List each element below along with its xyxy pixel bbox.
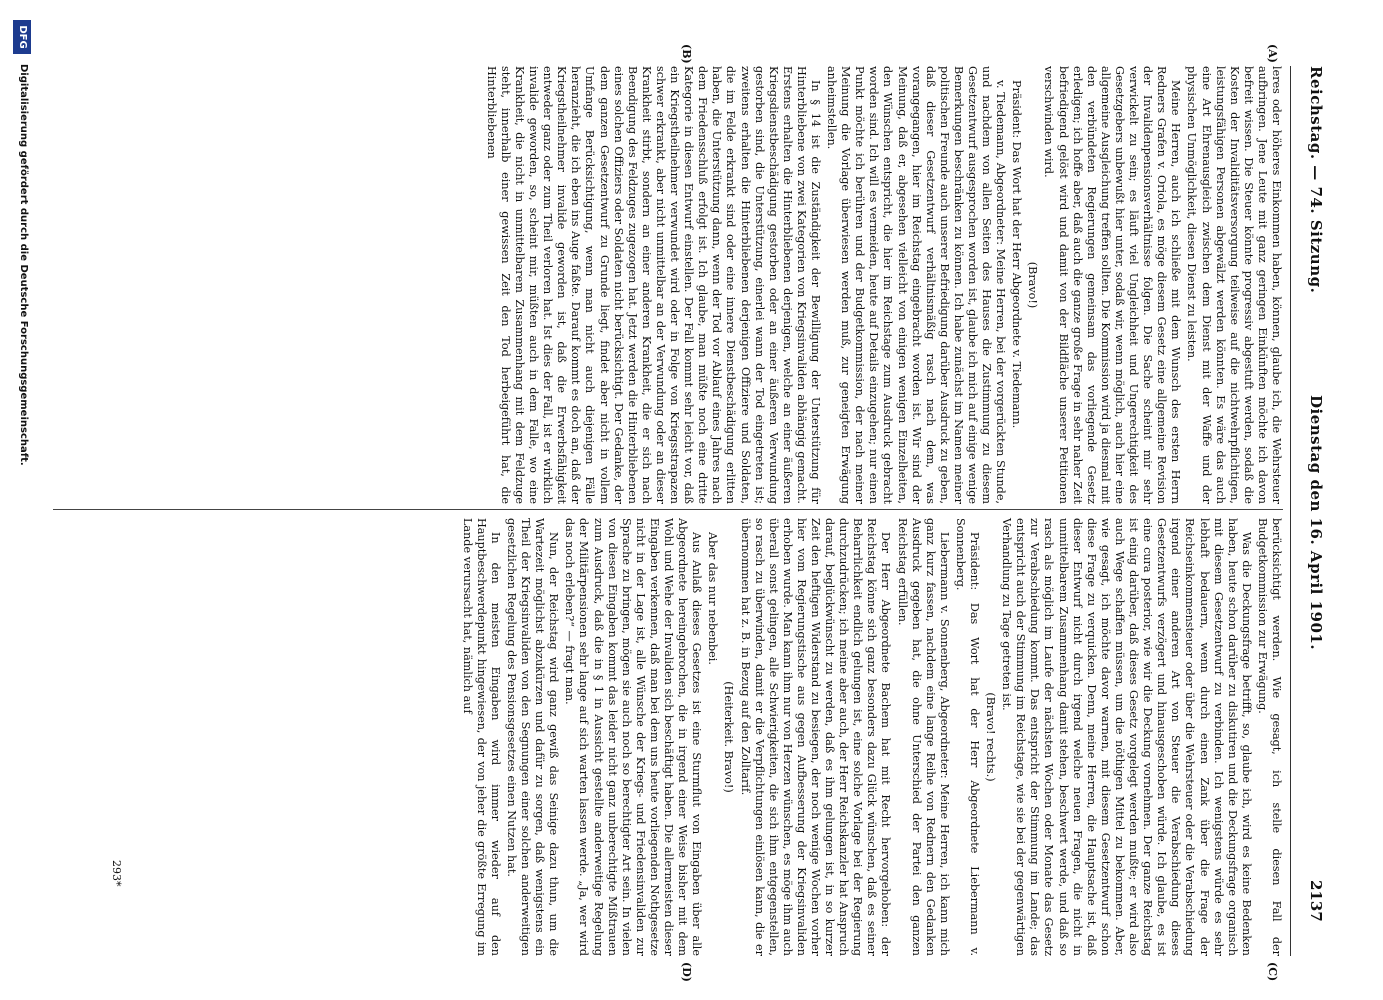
- interjection: (Bravo!): [1026, 261, 1040, 309]
- paragraph: In den meisten Eingaben wird immer wieder auf den Hauptbeschwerdepunkt hingewiesen, der von jeher die größte Erregung im Lande verursacht hat, nämlich auf: [460, 518, 502, 956]
- margin-mark-a: (A): [1266, 44, 1279, 63]
- speaker-announcement: Präsident: Das Wort hat der Herr Abgeordnete Liebermann v. Sonnenberg.: [953, 518, 982, 956]
- footer-signature: 293*: [110, 860, 123, 887]
- paragraph: Was die Deckungsfrage betrifft, so, glaube ich, wird es keine Bedenken haben, heute schon darüber zu diskutiren und die Deckungsfrage organisch mit diesem Gesetzentwurf zu verbinden. Ich wenigstens würde es sehr lebhaft bedauern, wenn durch einen Zank über die Frage der Reichseinkommensteuer oder über die Wehrsteuer oder die Verabschiedung irgend einer anderen Art von Steuer die Verabschiedung dieses Gesetzentwurfs verzögert und hinausgeschoben würde. Ich glaube, es ist eine cura posterior, wie wir die Deckung vornehmen. Der ganze Reichstag ist einig darüber, daß dieses Gesetz vorgelegt werden mußte; er wird also auch Wege schaffen müssen, um die nöthigen Mittel zu bekommen. Aber, wie gesagt, ich möchte davor warnen, mit diesem Gesetzentwurf schon diese Frage zu verquicken. Denn, meine Herren, die Hauptsache ist, daß dieser Entwurf nicht durch irgend welche neuen Fragen, die nicht in unmittelbarem Zusammenhang damit stehen, beschwert werde, und daß so rasch als möglich im Laufe der nächsten Wochen oder Monate das Gesetz zur Verabschiedung kommt. Das entspricht der Stimmung im Lande; das entspricht auch der Stimmung im Reichstage, wie sie bei der gegenwärtigen Verhandlung zu Tage getreten ist.: [1000, 518, 1253, 956]
- paragraph: leres oder höheres Einkommen haben, können, glaube ich, die Wehrsteuer aufbringen. Jene Leute mit ganz geringen Einkünften möchte ich davon befreit wissen. Die Steuer könnte progressiv abgestuft werden, sodaß die Kosten der Invaliditätsversorgung teilweise auf die nichtwehrpflichtigen, leistungsfähigen Personen abgewälzt werden könnten. Es wäre das auch eine Art Ehrenausgleich zwischen dem Dienst mit der Waffe und der physischen Unmöglichkeit, diesen Dienst zu leisten.: [1185, 66, 1283, 504]
- header-date: Dienstag den 16. April 1901.: [1307, 395, 1325, 651]
- paragraph: Liebermann v. Sonnenberg, Abgeordneter: Meine Herren, ich kann mich ganz kurz fassen, nachdem eine lange Reihe von Rednern den Gedanken Ausdruck gegeben hat, die ohne Unterschied der Partei den ganzen Reichstag erfüllen.: [895, 518, 951, 956]
- paragraph: v. Tiedemann, Abgeordneter: Meine Herren, bei der vorgerückten Stunde, und nachdem von allen Seiten des Hauses die Zustimmung zu diesem Gesetzentwurf ausgesprochen worden ist, glaube ich mich auf einige wenige Bemerkungen beschränken zu können. Ich habe zunächst im Namen meiner politischen Freunde auch unserer Befriedigung darüber Ausdruck zu geben, daß dieser Gesetzentwurf verhältnismäßig rasch nach dem, was vorangegangen, hier im Reichstag eingebracht worden ist. Wir sind der Meinung, daß er, abgesehen vielleicht von einigen wenigen Einzelheiten, den Wünschen entspricht, die hier im Reichstage zum Ausdruck gebracht worden sind. Ich will es vermeiden, heute auf Details einzugehen; nur einen Punkt möchte ich berühren und der Budgetkommission, der nach meiner Meinung die Vorlage überwiesen werden muß, zur geneigten Erwägung anheimstellen.: [825, 66, 1008, 504]
- paragraph: Aber das nur nebenbei.: [706, 532, 720, 665]
- paragraph: berücksichtigt werden. Wie gesagt, ich stelle diesen Fall der Budgetkommission zur Erwägung.: [1255, 518, 1283, 956]
- header-rule: [1290, 66, 1291, 956]
- page-header: [1295, 0, 1325, 1000]
- margin-mark-d: (D): [680, 962, 693, 982]
- digitization-strip: [7, 20, 33, 980]
- speaker-announcement: Präsident: Das Wort hat der Herr Abgeordnete v. Tiedemann.: [1010, 80, 1024, 429]
- paragraph: Aus Anlaß dieses Gesetzes ist eine Sturmflut von Eingaben über alle Abgeordnete hereingebrochen, die in irgend einer Weise bisher mit dem Wohl und Wehe der Invaliden sich beschäftigt haben. Die allermeisten dieser Eingaben verkennen, daß man bei dem uns heute vorliegenden Nothgesetze nicht in der Lage ist, alle Wünsche der Kriegs- und Friedensinvaliden zur Sprache zu bringen, mögen sie auch noch so berechtigter Art sein. In vielen von diesen Eingaben kommt das leider nicht ganz unberechtigte Mißtrauen zum Ausdruck, daß die in § 1 in Aussicht gestellte anderweitige Regelung der Militärpensionen sehr lange auf sich warten lassen werde. „Ja, wer wird das noch erleben?“ — fragt man.: [563, 518, 704, 956]
- margin-mark-b: (B): [680, 44, 693, 64]
- page-number: 2137: [1307, 880, 1325, 922]
- interjection: (Heiterkeit. Bravo!): [722, 681, 736, 793]
- dfg-logo: DFG: [13, 20, 31, 54]
- paragraph: Nun, der Reichstag wird ganz gewiß das Seinige dazu thun, um die Wartezeit möglichst abzukürzen und dafür zu sorgen, daß wenigstens ein Theil der Kriegsinvaliden von den Segnungen einer solchen anderweitigen gesetzlichen Regelung des Pensionsgesetzes einen Nutzen hat.: [505, 518, 561, 956]
- text-column-right: [458, 518, 1283, 956]
- text-column-left: [482, 66, 1283, 504]
- paragraph: Meine Herren, auch ich schließe mit dem Wunsch des ersten Herrn Redners Grafen v. Oriola, es möge diesem Gesetz eine allgemeine Revision der Invalidenpensionsverhältnisse folgen. Die Sache scheint mir sehr verwickelt zu sein; es läuft viel Ungleichheit und Ungerechtigkeit des Gesetzgebers unbewußt hier unter, sodaß wir, wenn möglich, auch hier eine allgemeine Ausgleichung treffen sollten. Die Kommission wird ja diesmal mit den verbündeten Regierungen gemeinsam das vorliegende Gesetz erledigen; ich hoffe aber, daß auch die ganze große Frage in sehr naher Zeit befriedigend gelöst wird und damit von der Bildfläche unserer Petitionen verschwinden wird.: [1042, 66, 1183, 504]
- interjection: (Bravo! rechts.): [984, 692, 998, 782]
- margin-mark-c: (C): [1266, 962, 1279, 982]
- paragraph: Der Herr Abgeordnete Bachem hat mit Recht hervorgehoben: der Reichstag könne sich ganz besonders dazu Glück wünschen, daß es seiner Beharrlichkeit endlich gelungen ist, eine solche Vorlage bei der Regierung durchzudrücken; ich meine aber auch, der Herr Reichskanzler hat Anspruch darauf, beglückwünscht zu werden, daß es ihm gelungen ist, in so kurzer Zeit den heftigen Widerstand zu besiegen, der noch wenige Wochen vorher hier vom Regierungstische aus gegen Aufbesserung der Kriegsinvaliden erhoben wurde. Man kann ihm nur von Herzen wünschen, es möge ihm auch überall sonst gelingen, alle Schwierigkeiten, die sich ihm entgegenstellen, so rasch zu überwinden, damit er die Verpflichtungen einlösen kann, die er übernommen hat z. B. in Bezug auf den Zolltarif.: [738, 518, 893, 956]
- digitization-note: Digitalisierung gefördert durch die Deutsche Forschungsgemeinschaft.: [18, 64, 29, 466]
- header-left: Reichstag. — 74. Sitzung.: [1307, 66, 1325, 294]
- column-divider: [53, 509, 1283, 510]
- paragraph: In § 14 ist die Zuständigkeit der Bewilligung der Unterstützung für Hinterbliebene von zwei Kategorien von Kriegsinvaliden abhängig gemacht. Erstens erhalten die Hinterbliebenen derjenigen, welche an einer äußeren Kriegsdienstbeschädigung gestorben oder an einer äußeren Verwundung gestorben sind, die Unterstützung, einerlei wann der Tod eingetreten ist; zweitens erhalten die Hinterbliebenen derjenigen Offiziere und Soldaten, die im Felde erkrankt sind oder eine innere Dienstbeschädigung erlitten haben, die Unterstützung dann, wenn der Tod vor Ablauf eines Jahres nach dem Friedensschluß erfolgt ist. Ich glaube, man müßte noch eine dritte Kategorie in diesen Entwurf einstellen. Der Fall kommt sehr leicht vor, daß ein Kriegstheilnehmer verwundet wird oder in Folge von Kriegsstrapazen schwer erkrankt, aber nicht unmittelbar an der Verwundung oder an dieser Krankheit stirbt, sondern an einer anderen Krankheit, die er sich nach Beendigung des Feldzuges zugezogen hat. Jetzt werden die Hinterbliebenen eines solchen Offiziers oder Soldaten nicht berücksichtigt. Der Gedanke, der dem ganzen Gesetzentwurf zu Grunde liegt, findet aber nicht in vollem Umfange Berücksichtigung, wenn man nicht auch diejenigen Fälle heranzieht, die ich eben ins Auge faßte. Darauf kommt es doch an, daß der Kriegstheilnehmer invalide geworden ist, daß die Erwerbsfähigkeit entweder ganz oder zum Theil verloren hat. Ist dies der Fall, ist er wirklich invalide geworden, so, scheint mir, müßten auch in dem Falle, wo eine Krankheit, die nicht in unmittelbarem Zusammenhang mit dem Feldzuge steht, innerhalb einer gewissen Zeit den Tod herbeigeführt hat, die Hinterbliebenen: [484, 66, 822, 504]
